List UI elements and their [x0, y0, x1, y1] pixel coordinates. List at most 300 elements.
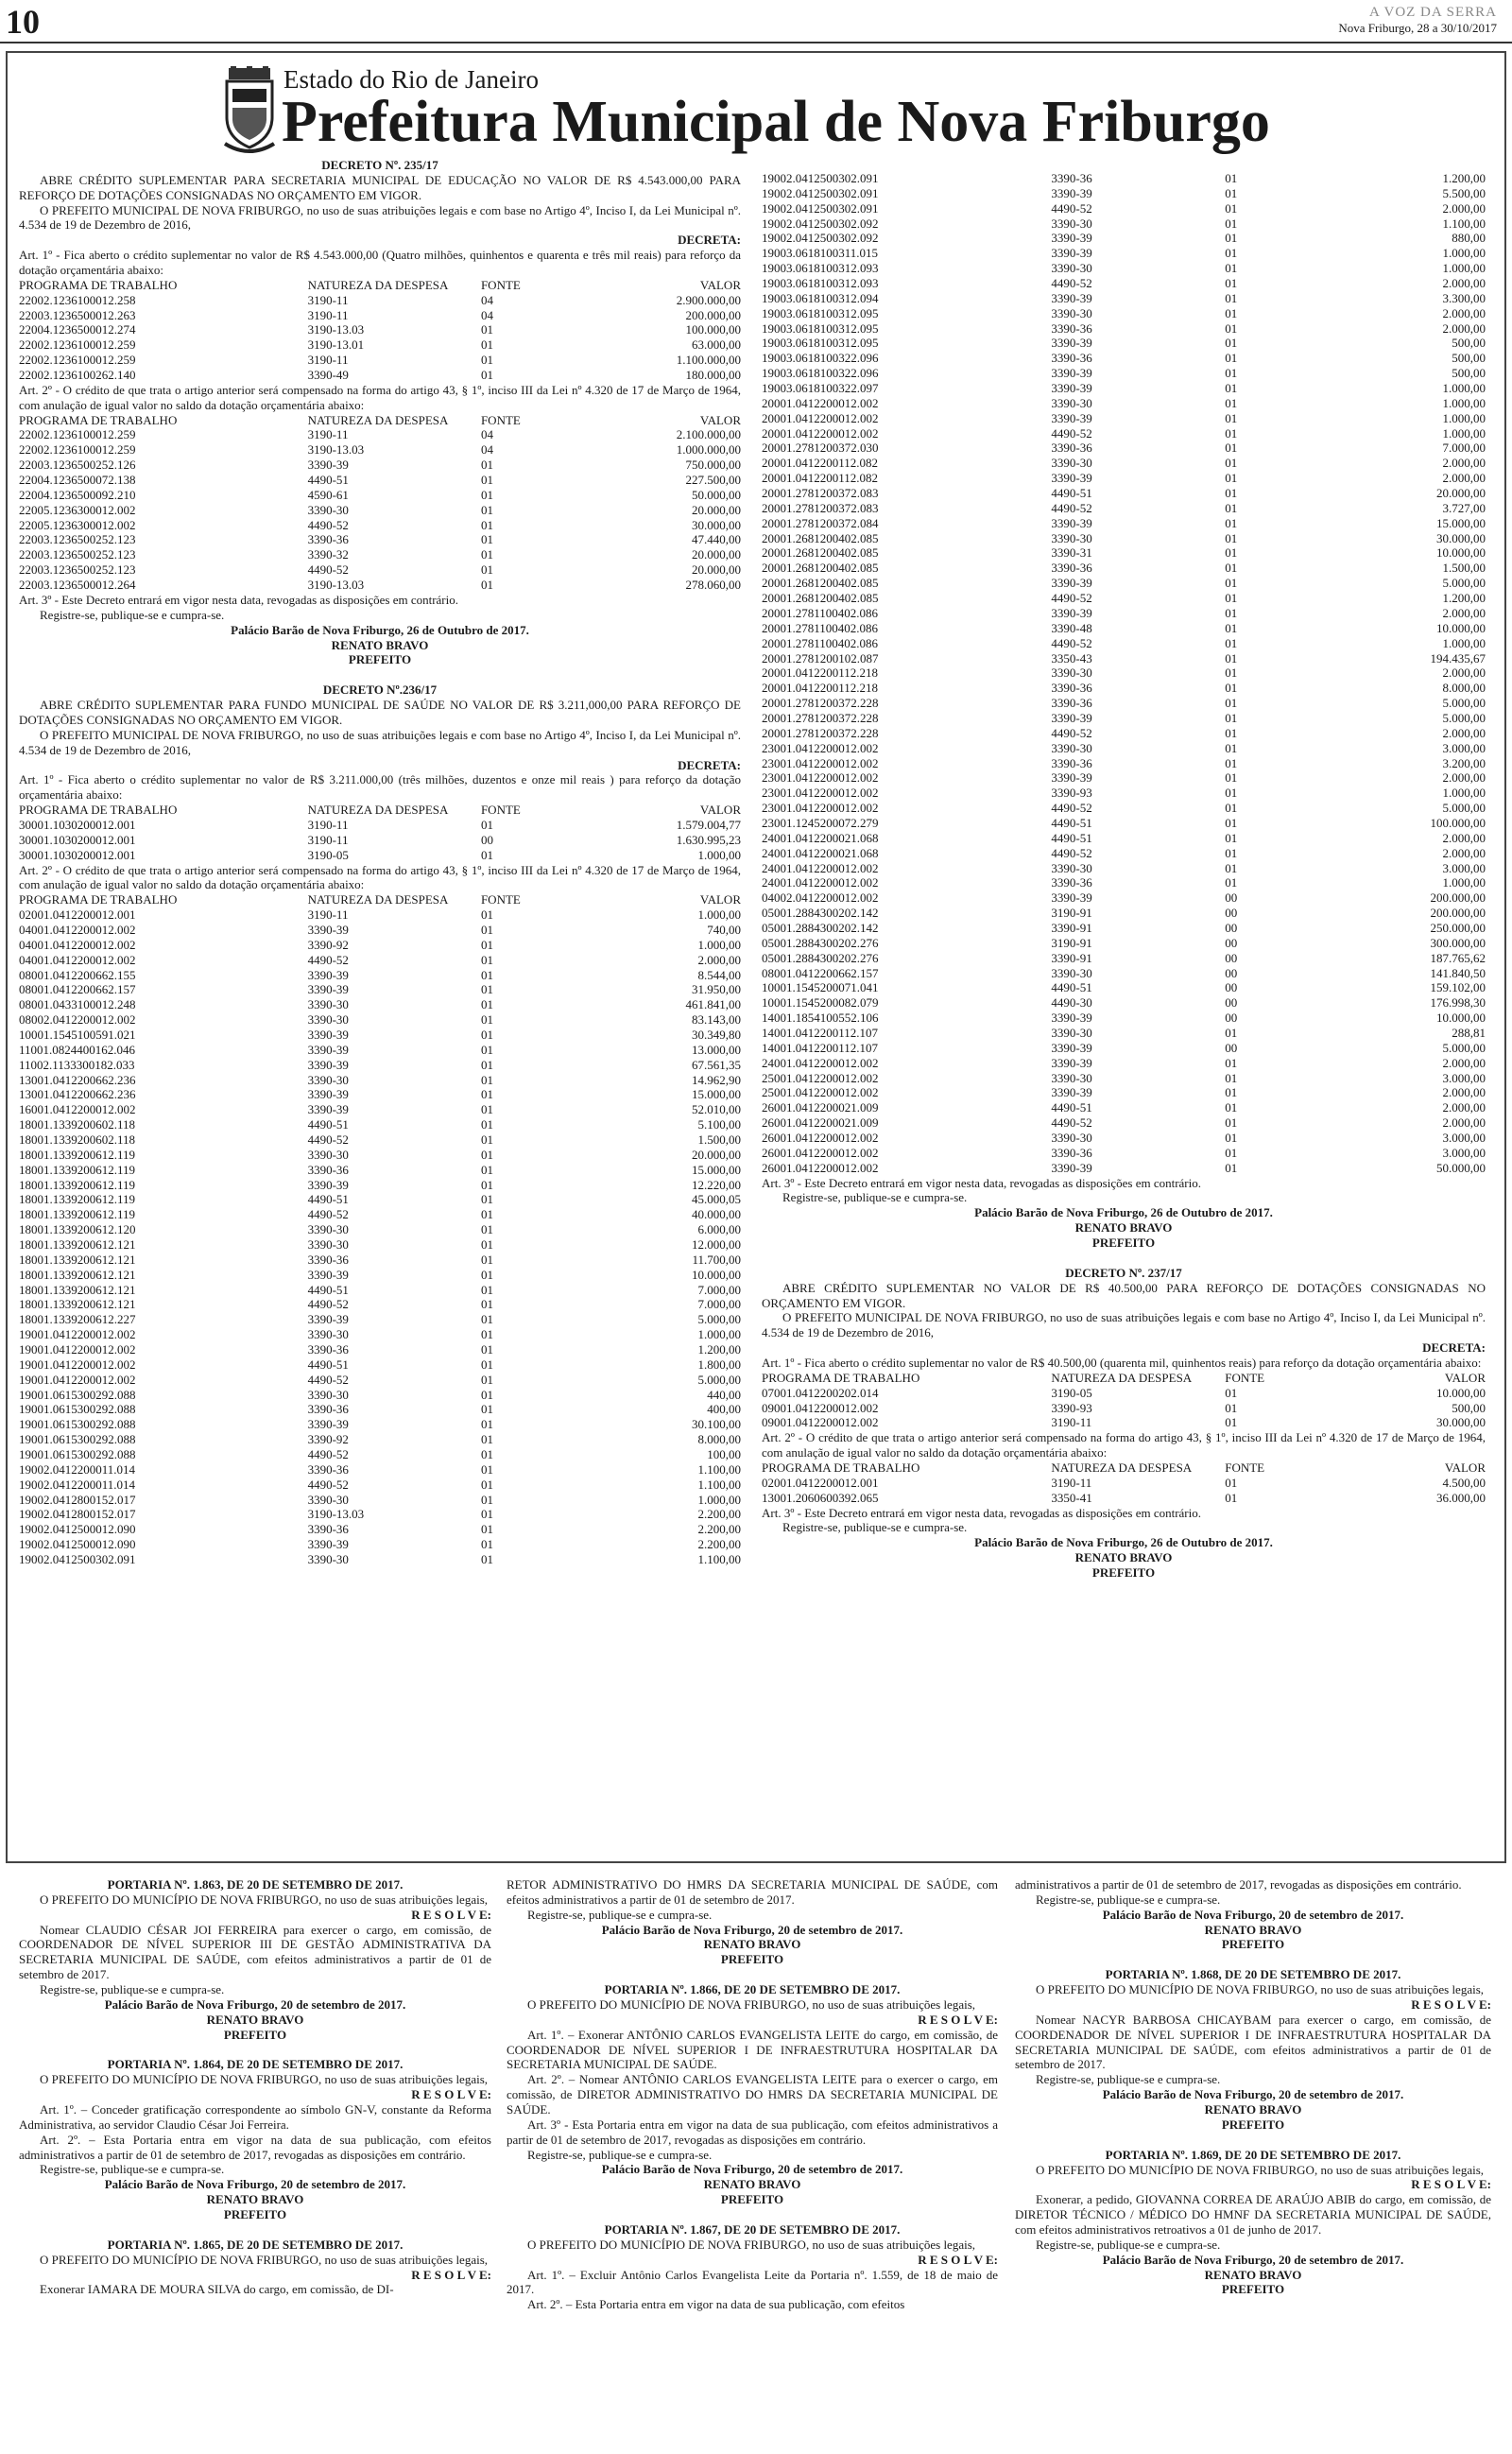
decree-237-palace: Palácio Barão de Nova Friburgo, 26 de Outubro de 2017. [974, 1535, 1273, 1550]
portaria-1869-body: Exonerar, a pedido, GIOVANNA CORREA DE ARAÚJO ABIB do cargo, em comissão, de DIRETOR TÉCNICO / MÉDICO DO HMNF DA SECRETARIA MUNICIPAL DE SAÚDE, com efeitos administrativos retroativos a 01 de junho de 2017. [1015, 2192, 1491, 2238]
decree-237-art3: Art. 3º - Este Decreto entrará em vigor nesta data, revogadas as disposições em contrário. [762, 1505, 1201, 1520]
portaria-1863-title: PORTARIA Nº. 1.863, DE 20 DE SETEMBRO DE 2017. [107, 1877, 404, 1892]
valor-cell: 100.000,00 [685, 322, 741, 337]
valor-cell: 100,00 [707, 1447, 741, 1462]
natureza-cell: 4490-51 [307, 1192, 349, 1207]
valor-cell: 1.100,00 [1442, 216, 1486, 231]
natureza-cell: 3390-36 [1051, 441, 1092, 456]
bottom-column-1 [19, 1877, 491, 2297]
valor-cell: 288,81 [1452, 1025, 1486, 1040]
natureza-cell: 3390-39 [1051, 1085, 1092, 1100]
programa-cell: 08001.0433100012.248 [19, 997, 136, 1012]
natureza-cell: 3390-30 [1051, 860, 1092, 875]
programa-cell: 02001.0412200012.001 [762, 1475, 879, 1490]
valor-cell: 10.000,00 [692, 1267, 741, 1282]
valor-cell: 2.000,00 [1442, 830, 1486, 845]
fonte-cell: 01 [1225, 875, 1238, 890]
programa-cell: 18001.1339200602.118 [19, 1117, 136, 1132]
fonte-cell: 01 [1225, 1145, 1238, 1160]
natureza-cell: 3390-36 [1051, 696, 1092, 711]
natureza-cell: 4490-52 [1051, 801, 1092, 816]
natureza-cell: 3390-39 [1051, 381, 1092, 396]
natureza-cell: 3390-30 [1051, 395, 1092, 410]
natureza-cell: 3390-36 [307, 1252, 349, 1267]
decree-237-table2-header [762, 1460, 1486, 1476]
programa-cell: 08001.0412200662.157 [762, 965, 879, 980]
valor-cell: 15.000,00 [692, 1087, 741, 1102]
fonte-cell: 01 [1225, 410, 1238, 425]
col-programa: PROGRAMA DE TRABALHO [762, 1460, 920, 1476]
programa-cell: 05001.2884300202.142 [762, 906, 879, 921]
programa-cell: 08002.0412200012.002 [19, 1012, 136, 1028]
valor-cell: 40.000,00 [692, 1207, 741, 1222]
fonte-cell: 00 [1225, 950, 1238, 965]
programa-cell: 19002.0412200011.014 [19, 1461, 136, 1477]
natureza-cell: 4490-52 [1051, 725, 1092, 740]
fonte-cell: 00 [1225, 1040, 1238, 1055]
decree-235-annulment-table [19, 427, 741, 592]
valor-cell: 461.841,00 [685, 997, 741, 1012]
fonte-cell: 01 [480, 368, 493, 383]
programa-cell: 09001.0412200012.002 [762, 1400, 879, 1415]
col-natureza: NATUREZA DA DESPESA [307, 892, 449, 907]
decree-235-table-header [19, 278, 741, 293]
valor-cell: 5.500,00 [1442, 185, 1486, 200]
natureza-cell: 3390-30 [307, 1222, 349, 1237]
natureza-cell: 4490-52 [307, 1297, 349, 1312]
natureza-cell: 3190-11 [307, 353, 349, 368]
natureza-cell: 3190-13.03 [307, 322, 365, 337]
col-natureza: NATUREZA DA DESPESA [307, 803, 449, 818]
fonte-cell: 01 [1225, 696, 1238, 711]
valor-cell: 2.000,00 [1442, 276, 1486, 291]
municipal-crest-icon [223, 66, 276, 157]
programa-cell: 23001.0412200012.002 [762, 770, 879, 786]
fonte-cell: 01 [480, 1057, 493, 1072]
fonte-cell: 01 [1225, 1160, 1238, 1175]
valor-cell: 200.000,00 [685, 307, 741, 322]
programa-cell: 11002.1133300182.033 [19, 1057, 135, 1072]
valor-cell: 1.000.000,00 [676, 442, 741, 458]
valor-cell: 1.200,00 [1442, 171, 1486, 185]
natureza-cell: 4490-51 [1051, 486, 1092, 501]
programa-cell: 18001.1339200612.119 [19, 1162, 136, 1177]
col-valor: VALOR [699, 412, 741, 427]
fonte-cell: 01 [1225, 471, 1238, 486]
fonte-cell: 01 [480, 337, 493, 353]
programa-cell: 22003.1236500252.123 [19, 547, 136, 562]
portaria-1869-palace: Palácio Barão de Nova Friburgo, 20 de setembro de 2017. [1102, 2252, 1404, 2267]
programa-cell: 24001.0412200021.068 [762, 830, 879, 845]
programa-cell: 19002.0412500302.091 [762, 171, 879, 185]
fonte-cell: 01 [1225, 1385, 1238, 1400]
decree-236-mayor: RENATO BRAVO [1074, 1220, 1173, 1236]
fonte-cell: 01 [1225, 815, 1238, 830]
programa-cell: 04001.0412200012.002 [19, 922, 136, 937]
valor-cell: 141.840,50 [1430, 965, 1486, 980]
valor-cell: 2.000,00 [1442, 770, 1486, 786]
valor-cell: 30.000,00 [1436, 1415, 1486, 1430]
natureza-cell: 3390-36 [307, 1162, 349, 1177]
valor-cell: 14.962,90 [692, 1072, 741, 1087]
decree-236-art1: Art. 1º - Fica aberto o crédito suplementar no valor de R$ 3.211.000,00 (três milhões, duzentos e onze mil reais ) para reforço da dotação orçamentária abaixo: [19, 772, 741, 803]
natureza-cell: 3390-30 [307, 1552, 349, 1567]
programa-cell: 23001.0412200012.002 [762, 801, 879, 816]
valor-cell: 1.000,00 [1442, 875, 1486, 890]
programa-cell: 19003.0618100322.096 [762, 366, 879, 381]
natureza-cell: 3190-11 [1051, 1475, 1092, 1490]
natureza-cell: 3390-39 [1051, 1040, 1092, 1055]
fonte-cell: 00 [1225, 906, 1238, 921]
col-programa: PROGRAMA DE TRABALHO [19, 277, 178, 292]
fonte-cell: 01 [480, 1537, 493, 1552]
fonte-cell: 01 [480, 967, 493, 982]
programa-cell: 18001.1339200612.121 [19, 1267, 136, 1282]
valor-cell: 300.000,00 [1430, 935, 1486, 950]
programa-cell: 20001.0412200112.082 [762, 456, 879, 471]
programa-cell: 18001.1339200612.119 [19, 1147, 136, 1162]
programa-cell: 19002.0412500302.091 [762, 185, 879, 200]
fonte-cell: 01 [1225, 171, 1238, 185]
fonte-cell: 01 [480, 1132, 493, 1147]
fonte-cell: 01 [480, 1432, 493, 1447]
valor-cell: 1.000,00 [1442, 246, 1486, 261]
decree-237-art1: Art. 1º - Fica aberto o crédito suplementar no valor de R$ 40.500,00 (quarenta mil, quinhentos reais) para reforço da dotação orçamentária abaixo: [762, 1356, 1482, 1371]
natureza-cell: 4490-52 [307, 1447, 349, 1462]
fonte-cell: 01 [480, 1522, 493, 1537]
valor-cell: 12.220,00 [692, 1177, 741, 1192]
decree-235-art2: Art. 2º - O crédito de que trata o artigo anterior será compensado na forma do artigo 43, § 1º, inciso III da Lei nº 4.320 de 17 de Março de 1964, com anulação de igual valor no saldo da dotação orçamentária abaixo: [19, 382, 741, 412]
fonte-cell: 01 [1225, 650, 1238, 665]
natureza-cell: 3190-05 [307, 847, 349, 862]
fonte-cell: 01 [480, 952, 493, 967]
decree-236-annulment-table-part1 [19, 907, 741, 1567]
natureza-cell: 3390-48 [1051, 620, 1092, 635]
valor-cell: 11.700,00 [692, 1252, 741, 1267]
fonte-cell: 01 [1225, 860, 1238, 875]
page-title: Prefeitura Municipal de Nova Friburgo [282, 90, 1270, 154]
programa-cell: 14001.0412200112.107 [762, 1040, 879, 1055]
portaria-1865-registre: Registre-se, publique-se e cumpra-se. [527, 1907, 713, 1922]
natureza-cell: 3190-13.03 [307, 442, 365, 458]
programa-cell: 24001.0412200012.002 [762, 1055, 879, 1070]
programa-cell: 13001.2060600392.065 [762, 1490, 879, 1505]
portaria-1863-mayor: RENATO BRAVO [206, 2012, 304, 2027]
valor-cell: 47.440,00 [692, 532, 741, 547]
decree-236-table2-header [19, 892, 741, 907]
natureza-cell: 3390-39 [1051, 231, 1092, 246]
programa-cell: 20001.2781200372.084 [762, 515, 879, 530]
natureza-cell: 4490-52 [307, 1132, 349, 1147]
fonte-cell: 01 [480, 322, 493, 337]
fonte-cell: 01 [480, 1252, 493, 1267]
portaria-1866-role: PREFEITO [720, 2192, 784, 2207]
valor-cell: 180.000,00 [685, 368, 741, 383]
valor-cell: 52.010,00 [692, 1102, 741, 1117]
programa-cell: 19003.0618100322.096 [762, 351, 879, 366]
valor-cell: 187.765,62 [1430, 950, 1486, 965]
state-name: Estado do Rio de Janeiro [284, 65, 539, 94]
fonte-cell: 01 [1225, 740, 1238, 755]
programa-cell: 19001.0615300292.088 [19, 1402, 136, 1417]
fonte-cell: 01 [480, 1267, 493, 1282]
valor-cell: 20.000,00 [1436, 486, 1486, 501]
valor-cell: 440,00 [707, 1387, 741, 1402]
portaria-1868-palace: Palácio Barão de Nova Friburgo, 20 de setembro de 2017. [1102, 2087, 1404, 2102]
fonte-cell: 01 [480, 1417, 493, 1432]
natureza-cell: 3390-30 [307, 997, 349, 1012]
programa-cell: 20001.2681200402.085 [762, 591, 879, 606]
fonte-cell: 04 [480, 307, 493, 322]
natureza-cell: 3390-30 [1051, 1070, 1092, 1085]
natureza-cell: 3390-36 [307, 1342, 349, 1357]
valor-cell: 1.000,00 [697, 1492, 741, 1507]
programa-cell: 22005.1236300012.002 [19, 502, 136, 517]
valor-cell: 30.000,00 [692, 517, 741, 532]
portaria-1866-registre: Registre-se, publique-se e cumpra-se. [527, 2147, 713, 2162]
programa-cell: 05001.2884300202.276 [762, 950, 879, 965]
fonte-cell: 01 [1225, 710, 1238, 725]
natureza-cell: 3390-39 [307, 922, 349, 937]
natureza-cell: 3390-30 [1051, 305, 1092, 320]
valor-cell: 194.435,67 [1430, 650, 1486, 665]
programa-cell: 26001.0412200012.002 [762, 1160, 879, 1175]
fonte-cell: 01 [1225, 530, 1238, 545]
valor-cell: 7.000,00 [697, 1282, 741, 1297]
portaria-1864-registre: Registre-se, publique-se e cumpra-se. [40, 2162, 225, 2177]
col-valor: VALOR [699, 892, 741, 907]
valor-cell: 1.000,00 [697, 937, 741, 952]
valor-cell: 1.579.004,77 [676, 817, 741, 832]
valor-cell: 2.900.000,00 [676, 292, 741, 307]
portaria-1866-art3: Art. 3º - Esta Portaria entra em vigor na data de sua publicação, com efeitos administrativos a partir de 01 de setembro de 2017, revogadas as disposições em contrário. [507, 2117, 998, 2147]
valor-cell: 400,00 [707, 1402, 741, 1417]
natureza-cell: 3190-11 [307, 817, 349, 832]
portaria-1864-intro: O PREFEITO DO MUNICÍPIO DE NOVA FRIBURGO, no uso de suas atribuições legais, [40, 2072, 489, 2087]
fonte-cell: 01 [1225, 1415, 1238, 1430]
fonte-cell: 00 [1225, 920, 1238, 935]
decree-236-palace: Palácio Barão de Nova Friburgo, 26 de Outubro de 2017. [974, 1205, 1273, 1220]
col-fonte: FONTE [1225, 1460, 1265, 1476]
fonte-cell: 01 [480, 1012, 493, 1028]
fonte-cell: 01 [480, 982, 493, 997]
valor-cell: 5.000,00 [1442, 576, 1486, 591]
programa-cell: 20001.0412200012.002 [762, 425, 879, 441]
natureza-cell: 3390-39 [1051, 605, 1092, 620]
fonte-cell: 00 [1225, 965, 1238, 980]
fonte-cell: 01 [480, 1387, 493, 1402]
programa-cell: 19003.0618100311.015 [762, 246, 879, 261]
decree-236-registre: Registre-se, publique-se e cumpra-se. [782, 1190, 968, 1205]
portaria-1867-registre: Registre-se, publique-se e cumpra-se. [1036, 1892, 1221, 1907]
natureza-cell: 4490-52 [1051, 591, 1092, 606]
fonte-cell: 01 [480, 1177, 493, 1192]
natureza-cell: 4490-51 [307, 1282, 349, 1297]
valor-cell: 8.544,00 [697, 967, 741, 982]
natureza-cell: 3390-39 [307, 1267, 349, 1282]
col-fonte: FONTE [480, 412, 521, 427]
page-number: 10 [6, 3, 40, 41]
programa-cell: 20001.2681200402.085 [762, 576, 879, 591]
fonte-cell: 01 [1225, 1490, 1238, 1505]
natureza-cell: 3390-36 [307, 1402, 349, 1417]
portaria-1868-intro: O PREFEITO DO MUNICÍPIO DE NOVA FRIBURGO, no uso de suas atribuições legais, [1036, 1982, 1485, 1997]
programa-cell: 22002.1236100012.259 [19, 337, 136, 353]
valor-cell: 1.000,00 [1442, 381, 1486, 396]
natureza-cell: 3390-36 [1051, 755, 1092, 770]
programa-cell: 23001.0412200012.002 [762, 755, 879, 770]
natureza-cell: 4490-52 [307, 517, 349, 532]
natureza-cell: 3390-39 [1051, 290, 1092, 305]
fonte-cell: 01 [480, 907, 493, 923]
fonte-cell: 01 [480, 1147, 493, 1162]
natureza-cell: 3390-36 [1051, 351, 1092, 366]
portaria-1867-mayor: RENATO BRAVO [1204, 1922, 1302, 1937]
natureza-cell: 4490-51 [1051, 1100, 1092, 1115]
natureza-cell: 3390-39 [307, 1102, 349, 1117]
programa-cell: 20001.2781100402.086 [762, 620, 879, 635]
portaria-1869-mayor: RENATO BRAVO [1204, 2267, 1302, 2282]
valor-cell: 1.100,00 [697, 1461, 741, 1477]
natureza-cell: 4490-51 [307, 1117, 349, 1132]
natureza-cell: 4490-52 [307, 562, 349, 578]
programa-cell: 05001.2884300202.142 [762, 920, 879, 935]
decree-235-art3: Art. 3º - Este Decreto entrará em vigor nesta data, revogadas as disposições em contrário. [19, 592, 458, 607]
programa-cell: 26001.0412200012.002 [762, 1145, 879, 1160]
fonte-cell: 04 [480, 292, 493, 307]
portaria-1867-resolve: R E S O L V E: [918, 2252, 998, 2267]
decree-236-art2: Art. 2º - O crédito de que trata o artigo anterior será compensado na forma do artigo 43, § 1º, inciso III da Lei nº 4.320 de 17 de Março de 1964, com anulação de igual valor no saldo da dotação orçamentária abaixo: [19, 862, 741, 892]
natureza-cell: 3390-30 [1051, 261, 1092, 276]
decree-235-role: PREFEITO [348, 652, 412, 667]
fonte-cell: 01 [1225, 456, 1238, 471]
right-column [762, 171, 1486, 1581]
fonte-cell: 01 [1225, 545, 1238, 561]
decree-237-intro: O PREFEITO MUNICIPAL DE NOVA FRIBURGO, no uso de suas atribuições legais e com base no Artigo 4º, Inciso I, da Lei Municipal nº. 4.534 de 19 de Dezembro de 2016, [762, 1310, 1486, 1340]
portaria-1863-resolve: R E S O L V E: [411, 1907, 491, 1922]
valor-cell: 2.000,00 [1442, 305, 1486, 320]
fonte-cell: 01 [1225, 276, 1238, 291]
fonte-cell: 01 [1225, 441, 1238, 456]
programa-cell: 09001.0412200012.002 [762, 1415, 879, 1430]
programa-cell: 19002.0412500302.092 [762, 231, 879, 246]
valor-cell: 15.000,00 [1436, 515, 1486, 530]
fonte-cell: 01 [480, 1042, 493, 1057]
col-valor: VALOR [699, 803, 741, 818]
valor-cell: 36.000,00 [1436, 1490, 1486, 1505]
valor-cell: 2.100.000,00 [676, 427, 741, 442]
natureza-cell: 3190-13.03 [307, 1507, 365, 1522]
fonte-cell: 01 [1225, 515, 1238, 530]
programa-cell: 18001.1339200612.121 [19, 1297, 136, 1312]
valor-cell: 500,00 [1452, 351, 1486, 366]
programa-cell: 19003.0618100322.097 [762, 381, 879, 396]
portaria-1869-title: PORTARIA Nº. 1.869, DE 20 DE SETEMBRO DE 2017. [1105, 2147, 1401, 2162]
fonte-cell: 01 [1225, 246, 1238, 261]
fonte-cell: 01 [480, 1297, 493, 1312]
natureza-cell: 3390-30 [1051, 1025, 1092, 1040]
programa-cell: 22004.1236500072.138 [19, 473, 136, 488]
natureza-cell: 4490-52 [1051, 276, 1092, 291]
fonte-cell: 01 [480, 1402, 493, 1417]
programa-cell: 30001.1030200012.001 [19, 817, 136, 832]
decree-235-decreta: DECRETA: [678, 233, 741, 248]
natureza-cell: 3190-05 [1051, 1385, 1092, 1400]
fonte-cell: 01 [480, 817, 493, 832]
programa-cell: 23001.0412200012.002 [762, 786, 879, 801]
natureza-cell: 3190-13.03 [307, 578, 365, 593]
valor-cell: 3.000,00 [1442, 1145, 1486, 1160]
valor-cell: 2.000,00 [1442, 725, 1486, 740]
fonte-cell: 01 [1225, 1025, 1238, 1040]
natureza-cell: 3190-91 [1051, 935, 1092, 950]
valor-cell: 2.000,00 [1442, 200, 1486, 216]
valor-cell: 3.200,00 [1442, 755, 1486, 770]
decree-236-summary: ABRE CRÉDITO SUPLEMENTAR PARA FUNDO MUNICIPAL DE SAÚDE NO VALOR DE R$ 3.211,000,00 PARA REFORÇO DE DOTAÇÕES CONSIGNADAS NO ORÇAMENTO EM VIGOR. [19, 698, 741, 727]
natureza-cell: 4490-52 [1051, 845, 1092, 860]
natureza-cell: 4490-52 [1051, 500, 1092, 515]
natureza-cell: 3390-36 [1051, 681, 1092, 696]
valor-cell: 500,00 [1452, 336, 1486, 351]
natureza-cell: 3350-41 [1051, 1490, 1092, 1505]
valor-cell: 2.000,00 [1442, 605, 1486, 620]
natureza-cell: 3390-31 [1051, 545, 1092, 561]
programa-cell: 22002.1236100012.259 [19, 427, 136, 442]
programa-cell: 26001.0412200021.009 [762, 1100, 879, 1115]
portaria-1863-palace: Palácio Barão de Nova Friburgo, 20 de setembro de 2017. [104, 1996, 406, 2012]
fonte-cell: 01 [480, 1282, 493, 1297]
valor-cell: 12.000,00 [692, 1237, 741, 1253]
natureza-cell: 3390-39 [1051, 246, 1092, 261]
portaria-1866-mayor: RENATO BRAVO [703, 2177, 801, 2192]
programa-cell: 20001.2781100402.086 [762, 635, 879, 650]
fonte-cell: 01 [480, 353, 493, 368]
programa-cell: 20001.2781200372.228 [762, 725, 879, 740]
portaria-1867-title: PORTARIA Nº. 1.867, DE 20 DE SETEMBRO DE 2017. [604, 2222, 901, 2238]
programa-cell: 18001.1339200612.120 [19, 1222, 136, 1237]
fonte-cell: 01 [480, 1327, 493, 1342]
natureza-cell: 3390-36 [1051, 320, 1092, 336]
portaria-1869-resolve: R E S O L V E: [1411, 2177, 1491, 2192]
programa-cell: 04001.0412200012.002 [19, 952, 136, 967]
fonte-cell: 01 [480, 1027, 493, 1042]
fonte-cell: 01 [480, 532, 493, 547]
programa-cell: 19002.0412500012.090 [19, 1522, 136, 1537]
fonte-cell: 01 [480, 1207, 493, 1222]
natureza-cell: 3390-36 [1051, 875, 1092, 890]
programa-cell: 19002.0412200011.014 [19, 1477, 136, 1492]
natureza-cell: 3390-39 [307, 1042, 349, 1057]
natureza-cell: 3190-11 [1051, 1415, 1092, 1430]
fonte-cell: 01 [1225, 681, 1238, 696]
valor-cell: 8.000,00 [697, 1432, 741, 1447]
natureza-cell: 3390-30 [307, 502, 349, 517]
portaria-1864-art1: Art. 1º. – Conceder gratificação correspondente ao símbolo GN-V, constante da Reforma Administrativa, ao servidor Claudio César Joi Ferreira. [19, 2102, 491, 2132]
decree-235-intro: O PREFEITO MUNICIPAL DE NOVA FRIBURGO, no uso de suas atribuições legais e com base no Artigo 4º, Inciso I, da Lei Municipal nº. 4.534 de 19 de Dezembro de 2016, [19, 202, 741, 233]
valor-cell: 10.000,00 [1436, 1385, 1486, 1400]
programa-cell: 20001.0412200112.218 [762, 681, 879, 696]
natureza-cell: 3390-36 [307, 532, 349, 547]
portaria-1868-role: PREFEITO [1221, 2117, 1285, 2132]
valor-cell: 5.000,00 [697, 1312, 741, 1327]
programa-cell: 18001.1339200612.119 [19, 1192, 136, 1207]
portaria-1867-art2-start: Art. 2º. – Esta Portaria entra em vigor na data de sua publicação, com efeitos [527, 2297, 905, 2312]
fonte-cell: 01 [1225, 665, 1238, 681]
fonte-cell: 01 [480, 547, 493, 562]
fonte-cell: 01 [480, 578, 493, 593]
natureza-cell: 4490-51 [1051, 980, 1092, 995]
valor-cell: 1.800,00 [697, 1357, 741, 1372]
